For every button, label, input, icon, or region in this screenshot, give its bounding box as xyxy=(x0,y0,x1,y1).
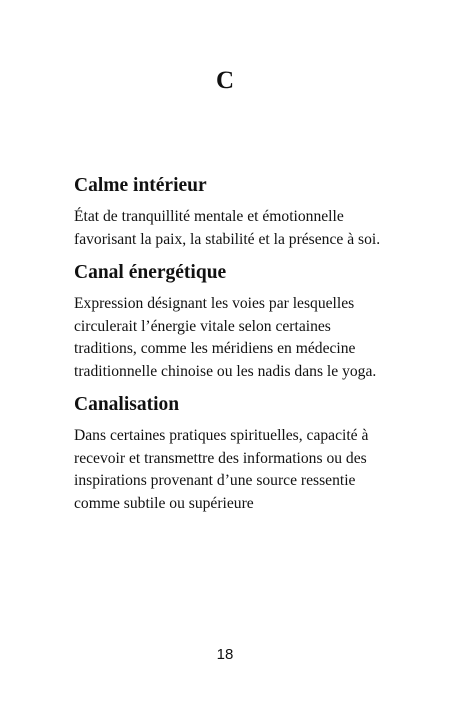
glossary-definition: Expression désignant les voies par lesquelles circulerait l’énergie vitale selon certaines traditions, comme les méridiens en médecine traditionnelle chinoise ou les nadis dans le yoga. xyxy=(74,295,377,380)
page-number: 18 xyxy=(216,646,234,663)
glossary-definition: Dans certaines pratiques spirituelles, capacité à recevoir et transmettre des informations ou des inspirations provenant d’une source ressentie comme subtile ou supérieure xyxy=(74,427,369,512)
glossary-term: Calme intérieur xyxy=(74,175,207,196)
glossary-definition: État de tranquillité mentale et émotionnelle favorisant la paix, la stabilité et la présence à soi. xyxy=(74,208,381,248)
glossary-entries xyxy=(74,174,394,515)
glossary-term: Canalisation xyxy=(74,394,180,415)
glossary-entry xyxy=(74,261,394,383)
section-letter-heading: C xyxy=(215,67,235,94)
glossary-entry xyxy=(74,393,394,515)
glossary-entry xyxy=(74,174,394,251)
glossary-term: Canal énergétique xyxy=(74,262,227,283)
